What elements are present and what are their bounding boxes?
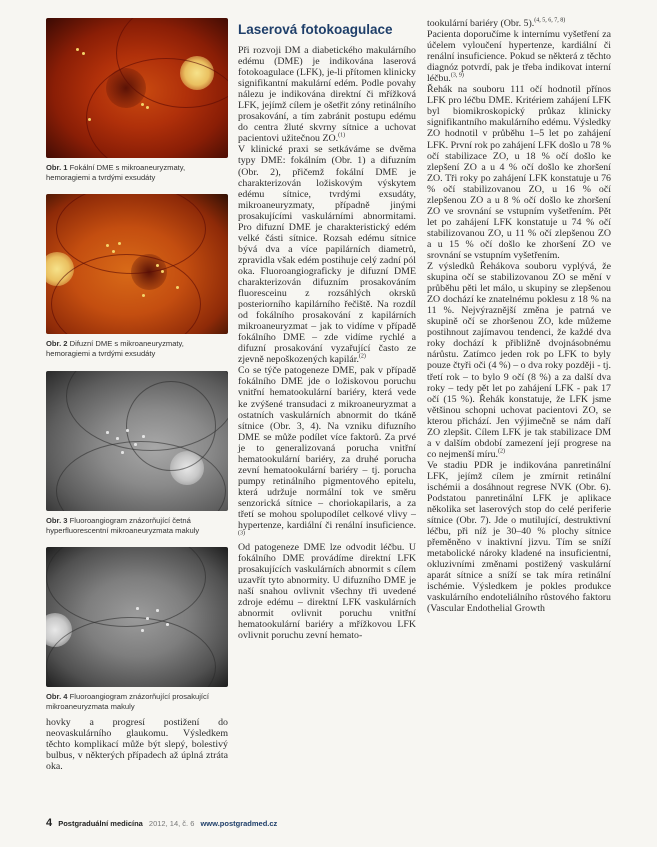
figure-2-caption: Obr. 2 Difuzní DME s mikroaneuryzmaty, hemoragiemi a tvrdými exsudáty xyxy=(46,339,184,358)
column-1-text-tail: hovky a progresí postižení do neovaskulárního glaukomu. Výsledkem těchto komplikací může být slepý, bolestivý bulbus, v některých případech až úplná ztráta oka. xyxy=(46,717,228,773)
figure-1 xyxy=(46,18,228,185)
fluoroangiogram-leaking xyxy=(46,547,228,687)
figure-4-caption: Obr. 4 Fluoroangiogram znázorňující prosakující mikroaneuryzmata makuly xyxy=(46,692,209,711)
figure-1-caption: Obr. 1 Fokální DME s mikroaneuryzmaty, hemoragiemi a tvrdými exsudáty xyxy=(46,163,186,182)
figure-3 xyxy=(46,371,228,538)
fundus-photo-focal-dme xyxy=(46,18,228,158)
paragraph: Řehák na souboru 111 očí hodnotil přínos LFK pro léčbu DME. Kritériem zahájení LFK byl biomikroskopický průkaz klinicky signifikantního makulárního edému. Výsledky ZO hodnotil v průběhu 1–5 let po zahájení LFK. První rok po zahájení LFK došlo u 78 % očí stabilizace ZO, u 18 % očí došlo ke zlepšení ZO a u 4 % očí došlo ke zhoršení ZO. Tři roky po zahájení LFK konstatuje u 76 % očí stabilizovanou ZO, u 16 % očí zlepšenou ZO a u 8 % očí došlo ke zhoršení ZO ve srovnání se vstupním vyšetřením. Pět let po zahájení LFK konstatuje u 74 % očí stabilizovanou ZO, u 11 % očí zlepšenou ZO a u 15 % očí došlo ke zhoršení ZO ve srovnání se vstupním vyšetřením. xyxy=(427,84,611,261)
paragraph: tookulární bariéry (Obr. 5).$^{(4, 5, 6, 7, 8)}$ xyxy=(427,17,566,29)
paragraph: Od patogeneze DME lze odvodit léčbu. U fokálního DME provádíme direktní LFK prosakujících vaskulárních abnormit s cílem uzavřít tyto abnormity. U difuzního DME je naší snahou ovlivnit všechny tři uvedené zdroje edému – direktní LFK vaskulárních abnormit ovlivnit poruchu vnitřní hematookulární bariéry a mřížkovou LFK ovlivnit poruchu zevní hemato- xyxy=(238,542,416,642)
journal-name: Postgraduální medicína xyxy=(58,819,143,828)
journal-url[interactable]: www.postgradmed.cz xyxy=(200,819,278,828)
figure-2 xyxy=(46,194,228,361)
paragraph: V klinické praxi se setkáváme se dvěma typy DME: fokálním (Obr. 1) a difuzním (Obr. 2), přičemž fokální DME je charakterizován ložiskovým výskytem edému sítnice, tvrdými exsudáty, mikroaneuryzmaty, případně jinými prosakujícími vaskulárními abnormitami. Pro difuzní DME je charakteristický edém velké části sítnice. Rozsah edému sítnice bývá dva a více papilárních diametrů, zpravidla však edém postihuje celý zadní pól oka. Fluoroangiograficky je difuzní DME charakterizován difuzním prosakováním fluoresceinu z rozsáhlých okrsků posteriorního kapilárního řečiště. Na rozdíl od fokálního prosakování z kapilárních mikroaneuryzmat – jak to vidíme v případě fokálního DME – zde vidíme rychlé a difuzní prosakování vyzařující často ze zjevně nepoškozených kapilár.$^{(2)}$ xyxy=(238,144,416,366)
fundus-photo-diffuse-dme xyxy=(46,194,228,334)
paragraph: Z výsledků Řehákova souboru vyplývá, že skupina očí se stabilizovanou ZO se mění v průběhu pěti let málo, u skupiny se zlepšenou ZO dochází ke znatelnému poklesu z 18 % na 11 %. Nejvýraznější změna je patrná ve skupině očí se zhoršenou ZO, kde můžeme postihnout zajímavou tendenci, že každé dva roky dochází k přibližně dvojnásobnému nárůstu. Zatímco jeden rok po LFK to byly pouze čtyři oči (4 %) – o dva roky později - tj. třetí rok – to bylo 9 očí (8 %) a za další dva roky – tedy pět let po zahájení LFK - pak 17 očí (15 %). Řehák konstatuje, že LFK jsme většinou schopni uchovat pacientovi ZO, se kterou přichází. Jen výjimečně se nám daří ZO zlepšit. Cílem LFK je tak stabilizace DM a v dalším období zamezení její progrese na co nejmenší míru.$^{(2)}$ xyxy=(427,261,611,460)
paragraph: Pacienta doporučíme k internímu vyšetření za účelem vyloučení hypertenze, kardiální či renální insuficience. Pokud se některá z těchto diagnóz potvrdí, pak je třeba indikovat interní léčbu.$^{(3, 9)}$ xyxy=(427,29,611,85)
section-heading: Laserová fotokoagulace xyxy=(238,22,393,37)
figure-column xyxy=(46,18,228,714)
column-2-text xyxy=(238,45,416,642)
paragraph: Při rozvoji DM a diabetického makulárního edému (DME) je indikována laserová fotokoagulace (LFK), je-li přítomen klinicky signifikantní makulární edém. Podle povahy nálezu je indikována direktní či mřížková LFK, jejímž cílem je ošetřit zóny retinálního prosakování, a tím zabránit postupu edému do centra žluté skvrny sítnice a uchovat pacientovi užitečnou ZO.$^{(1)}$ xyxy=(238,45,416,145)
column-3-text xyxy=(427,18,611,615)
fluoroangiogram-hyperfluorescent xyxy=(46,371,228,511)
issue-info: 2012, 14, č. 6 xyxy=(148,819,195,828)
page-footer xyxy=(46,817,277,829)
paragraph: Ve stadiu PDR je indikována panretinální LFK, jejímž cílem je zmírnit retinální ischémii a dosáhnout regrese NVK (Obr. 6). Podstatou panretinální LFK je aplikace několika set laserových stop do celé periferie sítnice (Obr. 7). Jde o mutilující, destruktivní léčbu, při níž je 30–40 % plochy sítnice přeměněno v inaktivní jizvu. Tím se sníží metabolické nároky kladené na insuficientní, okluzivními změnami postižený vaskulární aparát sítnice a sníží se tak míra retinální ischémie. Výsledkem je pokles produkce vaskulárního endoteliálního růstového faktoru (Vascular Endothelial Growth xyxy=(427,459,611,615)
figure-3-caption: Obr. 3 Fluoroangiogram znázorňující četná hyperfluorescentní mikroaneuryzmata makuly xyxy=(46,516,200,535)
page-number: 4 xyxy=(46,817,53,829)
figure-4 xyxy=(46,547,228,714)
paragraph: Co se týče patogeneze DME, pak v případě fokálního DME jde o ložiskovou poruchu vnitřní hematookulární bariéry, která vede ke zvýšené transudaci z mikroaneuryzmat a ostatních vaskulárních abnormit do tkáně sítnice (Obr. 3, 4). Na vzniku difuzního DME se může podílet více faktorů. Za prvé je to generalizovaná porucha vnitřní hematookulární bariéry, za druhé porucha zevní hematookulární bariéry – tj. porucha pumpy retinálního pigmentového epitelu, která udržuje normální tok ve směru senzorická sítnice – choriokapilaris, a za třetí se mohou spolupodílet celkové vlivy – hypertenze, kardiální či renální insuficience.$^{(3)}$ xyxy=(238,365,416,537)
